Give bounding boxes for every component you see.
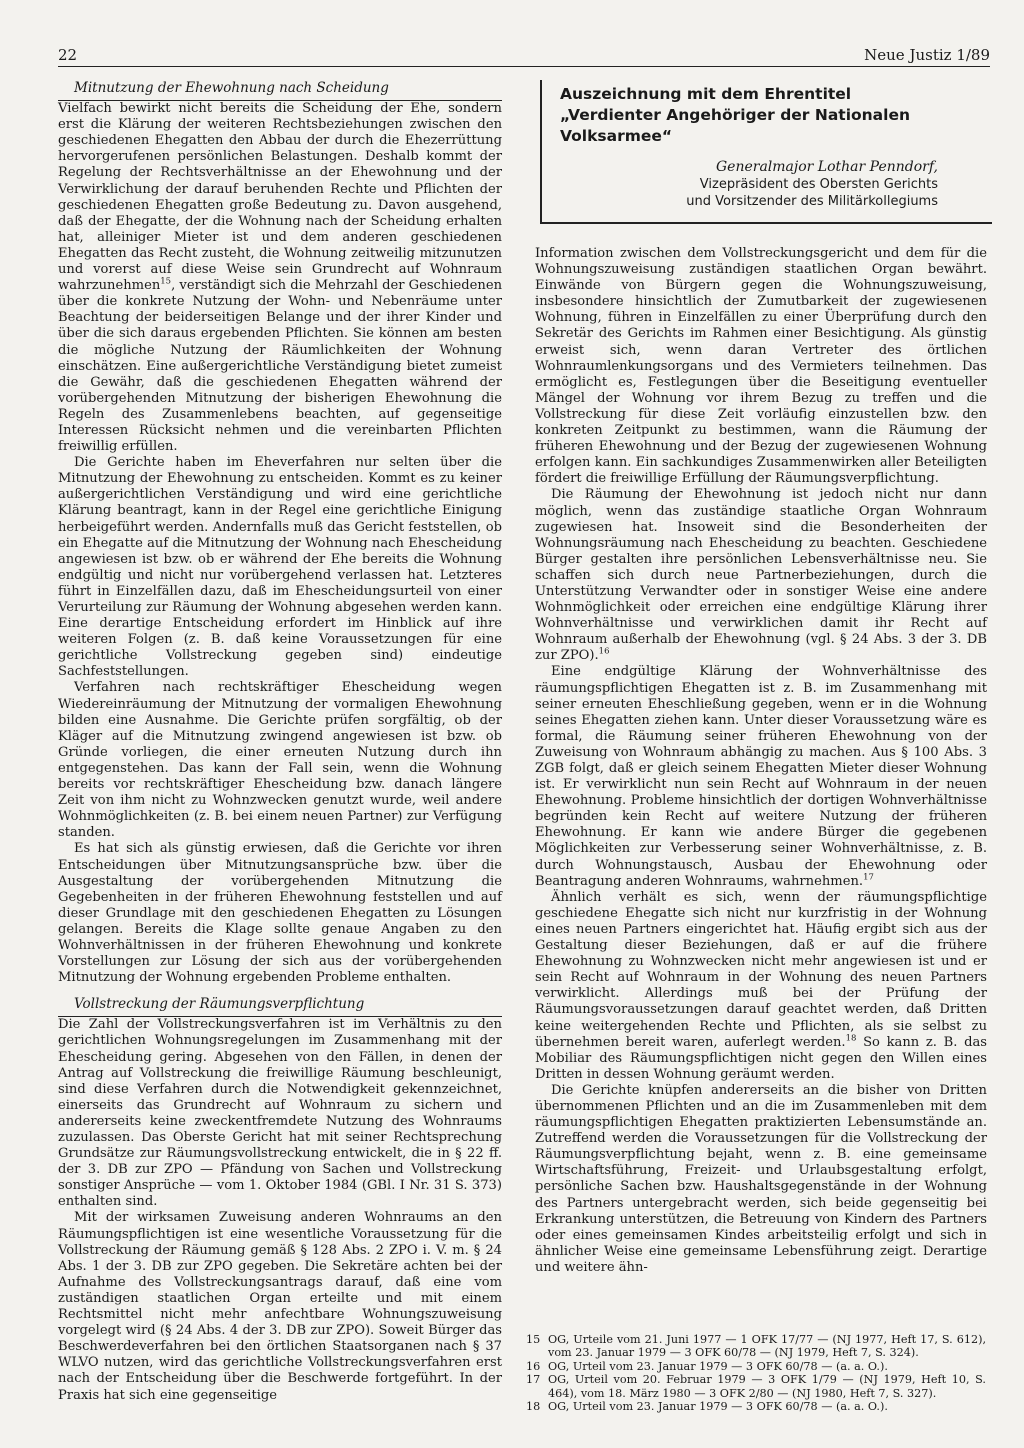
text-run: Vielfach bewirkt nicht bereits die Scheidung der Ehe, sondern erst die Klärung der weiteren Rechtsbeziehungen zwischen den geschiedenen Ehegatten den Abbau der durch die Ehezerrüttung hervorgerufenen persönlichen Belastungen. Deshalb kommt der Regelung der Rechtsverhältnisse an der Ehewohnung und der Verwirklichung der darauf beruhenden Rechte und Pflichten der geschiedenen Ehegatten große Bedeutung zu. Davon ausgehend, daß der Ehegatte, der die Wohnung nach der Scheidung erhalten hat, alleiniger Mieter ist und dem anderen geschiedenen Ehegatten das Recht zusteht, die Wohnung zeitweilig mitzunutzen und vorerst auf diese Weise sein Grundrecht auf Wohnraum wahrzunehmen [58, 101, 502, 294]
left-column [58, 80, 502, 1404]
award-title-line2: „Verdienter Angehöriger der Nationalen Volksarmee“ [560, 106, 911, 145]
footnotes [526, 1333, 986, 1413]
recipient-role-line2: und Vorsitzender des Militärkollegiums [686, 194, 938, 209]
paragraph: Es hat sich als günstig erwiesen, daß die Gerichte vor ihren Entscheidungen über Mitnutzungsansprüche bzw. über die Ausgestaltung der vorübergehenden Mitnutzung die Gegebenheiten in der früheren Ehewohnung feststellen und auf dieser Grundlage mit den geschiedenen Ehegatten zu Lösungen gelangen. Bereits die Klage sollte genaue Angaben zu den Wohnverhältnissen in der früheren Ehewohnung und konkrete Vorstellungen zur Lösung der sich aus der vorübergehenden Mitnutzung der Wohnung ergebenden Probleme enthalten. [58, 841, 502, 986]
footnote-text: OG, Urteil vom 23. Januar 1979 — 3 OFK 60/78 — (a. a. O.). [548, 1400, 888, 1414]
footnote [526, 1360, 986, 1373]
footnote [526, 1400, 986, 1413]
footnote-text: OG, Urteil vom 20. Februar 1979 — 3 OFK 1/79 — (NJ 1979, Heft 10, S. 464), vom 18. März 1980 — 3 OFK 2/80 — (NJ 1980, Heft 7, S. 327). [548, 1373, 986, 1400]
footnote-number: 15 [526, 1333, 541, 1346]
paragraph: Information zwischen dem Vollstreckungsgericht und dem für die Wohnungszuweisung zuständigen staatlichen Organ bewährt. Einwände von Bürgern gegen die Wohnungszuweisung, insbesondere hinsichtlich der Zumutbarkeit der zugewiesenen Wohnung, führen in Einzelfällen zu einer Überprüfung durch den Sekretär des Gerichts im Rahmen einer Besichtigung. Als günstig erweist sich, wenn daran Vertreter des örtlichen Wohnraumlenkungsorgans und des Vermieters teilnehmen. Das ermöglicht es, Festlegungen über die Beseitigung eventueller Mängel der Wohnung vor ihrem Bezug zu treffen und die Vollstreckung für diese Zeit vorläufig einzustellen bzw. den konkreten Zeitpunkt zu bestimmen, wann die Räumung der früheren Ehewohnung und der Bezug der zugewiesenen Wohnung erfolgen kann. Ein sachkundiges Zusammenwirken aller Beteiligten fördert die freiwillige Erfüllung der Räumungsverpflichtung. [535, 246, 987, 487]
section-heading-cohabitation: Mitnutzung der Ehewohnung nach Scheidung [58, 80, 502, 101]
paragraph [535, 487, 987, 664]
award-title-line1: Auszeichnung mit dem Ehrentitel [560, 85, 852, 103]
award-box [540, 80, 992, 224]
award-title [560, 84, 992, 147]
header-rule [58, 66, 990, 67]
footnote-ref-17: 17 [863, 872, 874, 883]
footnote [526, 1373, 986, 1400]
recipient-role-line1: Vizepräsident des Obersten Gerichts [699, 177, 938, 192]
paragraph [535, 664, 987, 889]
journal-issue: Neue Justiz 1/89 [864, 46, 990, 64]
paragraph [58, 101, 502, 455]
recipient-name: Generalmajor Lothar Penndorf, [715, 159, 938, 175]
text-run: Eine endgültige Klärung der Wohnverhältnisse des räumungspflichtigen Ehegatten ist z. B. im Zusammenhang mit seiner erneuten Eheschließung gegeben, wenn er in die Wohnung seines Ehegatten ziehen kann. Unter dieser Voraussetzung wäre es formal, die Räumung seiner früheren Ehewohnung von der Zuweisung von Wohnraum abhängig zu machen. Aus § 100 Abs. 3 ZGB folgt, daß er gleich seinem Ehegatten Mieter dieser Wohnung ist. Er verwirklicht nun sein Recht auf Wohnraum in der neuen Ehewohnung. Probleme hinsichtlich der dortigen Wohnverhältnisse begründen kein Recht auf weitere Nutzung der früheren Ehewohnung. Er kann wie andere Bürger die gegebenen Möglichkeiten zur Verbesserung seiner Wohnverhältnisse, z. B. durch Wohnungstausch, Ausbau der Ehewohnung oder Beantragung anderen Wohnraums, wahrnehmen. [535, 664, 987, 889]
paragraph: Mit der wirksamen Zuweisung anderen Wohnraums an den Räumungspflichtigen ist eine wesentliche Voraussetzung für die Vollstreckung der Räumung gemäß § 128 Abs. 2 ZPO i. V. m. § 24 Abs. 1 der 3. DB zur ZPO gegeben. Die Sekretäre achten bei der Aufnahme des Vollstreckungsantrags darauf, daß eine vom zuständigen staatlichen Organ erteilte und mit einem Rechtsmittel nicht mehr anfechtbare Wohnungszuweisung vorgelegt wird (§ 24 Abs. 4 der 3. DB zur ZPO). Soweit Bürger das Beschwerdeverfahren bei den örtlichen Staatsorganen nach § 37 WLVO nutzen, wird das gerichtliche Vollstreckungsverfahren erst nach der Entscheidung über die Beschwerde fortgeführt. In der Praxis hat sich eine gegenseitige [58, 1210, 502, 1403]
award-recipient [542, 159, 938, 210]
page-number: 22 [58, 46, 78, 64]
footnote-number: 16 [526, 1359, 541, 1373]
footnote-ref-15: 15 [160, 276, 172, 287]
paragraph [535, 890, 987, 1083]
footnote-ref-16: 16 [598, 646, 610, 657]
footnote-text: OG, Urteil vom 23. Januar 1979 — 3 OFK 60/78 — (a. a. O.). [548, 1359, 888, 1373]
paragraph: Die Gerichte haben im Eheverfahren nur selten über die Mitnutzung der Ehewohnung zu entscheiden. Kommt es zu keiner außergerichtlichen Verständigung und wird eine gerichtliche Klärung beantragt, kann in der Regel eine gerichtliche Einigung herbeigeführt werden. Andernfalls muß das Gericht feststellen, ob ein Ehegatte auf die Mitnutzung der Wohnung nach Ehescheidung angewiesen ist bzw. ob er während der Ehe bereits die Wohnung endgültig und nicht nur vorübergehend verlassen hat. Letzteres führt in Einzelfällen dazu, daß im Ehescheidungsurteil von einer Verurteilung zur Räumung der Wohnung abgesehen werden kann. Eine derartige Entscheidung erfordert im Hinblick auf ihre weiteren Folgen (z. B. daß keine Voraussetzungen für eine gerichtliche Vollstreckung gegeben sind) eindeutige Sachfeststellungen. [58, 455, 502, 680]
text-run: Ähnlich verhält es sich, wenn der räumungspflichtige geschiedene Ehegatte sich nicht nur kurzfristig in der Wohnung eines neuen Partners eingerichtet hat. Häufig ergibt sich aus der Gestaltung dieser Beziehungen, daß er auf die frühere Ehewohnung zu Wohnzwecken nicht mehr angewiesen ist und er sein Recht auf Wohnraum in der Wohnung des neuen Partners verwirklicht. Allerdings muß bei der Prüfung der Räumungsvoraussetzungen darauf geachtet werden, daß Dritten keine weitergehenden Rechte und Pflichten, als sie selbst zu übernehmen bereit waren, auferlegt werden. [535, 889, 987, 1050]
text-run: Die Räumung der Ehewohnung ist jedoch nicht nur dann möglich, wenn das zuständige staatliche Organ Wohnraum zugewiesen hat. Insoweit sind die Besonderheiten der Wohnungsräumung nach Ehescheidung zu beachten. Geschiedene Bürger gestalten ihre persönlichen Lebensverhältnisse neu. Sie schaffen sich durch neue Partnerbeziehungen, durch die Unterstützung Verwandter oder in sonstiger Weise eine andere Wohnmöglichkeit oder erreichen eine endgültige Klärung ihrer Wohnverhältnisse und verwirklichen damit ihr Recht auf Wohnraum außerhalb der Ehewohnung (vgl. § 24 Abs. 3 der 3. DB zur ZPO). [535, 487, 987, 664]
right-column [535, 246, 987, 1276]
footnote-ref-18: 18 [845, 1033, 857, 1044]
section-heading-enforcement: Vollstreckung der Räumungsverpflichtung [58, 996, 502, 1017]
paragraph: Verfahren nach rechtskräftiger Ehescheidung wegen Wiedereinräumung der Mitnutzung der vormaligen Ehewohnung bilden eine Ausnahme. Die Gerichte prüfen sorgfältig, ob der Kläger auf die Mitnutzung zwingend angewiesen ist bzw. ob Gründe vorliegen, die einer erneuten Nutzung durch ihn entgegenstehen. Das kann der Fall sein, wenn die Wohnung bereits vor rechtskräftiger Ehescheidung bzw. danach längere Zeit von ihm nicht zu Wohnzwecken genutzt wurde, weil andere Wohnmöglichkeiten (z. B. bei einem neuen Partner) zur Verfügung standen. [58, 680, 502, 841]
footnote-number: 18 [526, 1400, 541, 1414]
text-run: , verständigt sich die Mehrzahl der Geschiedenen über die konkrete Nutzung der Wohn- und Nebenräume unter Beachtung der beiderseitigen Belange und der ihrer Kinder und über die sich daraus ergebenden Pflichten. Sie können am besten die mögliche Nutzung der Räumlichkeiten der Wohnung einschätzen. Eine außergerichtliche Verständigung bietet zumeist die Gewähr, daß die geschiedenen Ehegatten während der vorübergehenden Mitnutzung der bisherigen Ehewohnung die Regeln des Zusammenlebens beachten, auf gegenseitige Interessen Rücksicht nehmen und die vereinbarten Pflichten freiwillig erfüllen. [58, 278, 502, 455]
footnote-text: OG, Urteile vom 21. Juni 1977 — 1 OFK 17/77 — (NJ 1977, Heft 17, S. 612), vom 23. Januar 1979 — 3 OFK 60/78 — (NJ 1979, Heft 7, S. 324). [548, 1333, 986, 1360]
paragraph: Die Zahl der Vollstreckungsverfahren ist im Verhältnis zu den gerichtlichen Wohnungsregelungen im Zusammenhang mit der Ehescheidung gering. Abgesehen von den Fällen, in denen der Antrag auf Vollstreckung die freiwillige Räumung beschleunigt, sind diese Verfahren durch die Notwendigkeit gekennzeichnet, einerseits das Grundrecht auf Wohnraum zu sichern und andererseits keine zweckentfremdete Nutzung des Wohnraums zuzulassen. Das Oberste Gericht hat mit seiner Rechtsprechung Grundsätze zur Räumungsvollstreckung entwickelt, die in § 22 ff. der 3. DB zur ZPO — Pfändung von Sachen und Vollstreckung sonstiger Ansprüche — vom 1. Oktober 1984 (GBl. I Nr. 31 S. 373) enthalten sind. [58, 1017, 502, 1210]
paragraph: Die Gerichte knüpfen andererseits an die bisher von Dritten übernommenen Pflichten und an die im Zusammenleben mit dem räumungspflichtigen Ehegatten praktizierten Lebensumstände an. Zutreffend werden die Voraussetzungen für die Vollstreckung der Räumungsverpflichtung bejaht, wenn z. B. eine gemeinsame Wirtschaftsführung, Freizeit- und Urlaubsgestaltung erfolgt, persönliche Sachen bzw. Haushaltsgegenstände in der Wohnung des Partners untergebracht werden, sich beide gegenseitig bei Erkrankung unterstützen, die Betreuung von Kindern des Partners oder eines gemeinsamen Kindes arbeitsteilig erfolgt und sich in ähnlicher Weise eine gemeinsame Lebensführung zeigt. Derartige und weitere ähn- [535, 1082, 987, 1275]
text-run: So kann z. B. das Mobiliar des Räumungspflichtigen nicht gegen den Willen eines Dritten in dessen Wohnung geräumt werden. [535, 1034, 987, 1082]
footnote [526, 1333, 986, 1360]
footnote-number: 17 [526, 1373, 541, 1387]
